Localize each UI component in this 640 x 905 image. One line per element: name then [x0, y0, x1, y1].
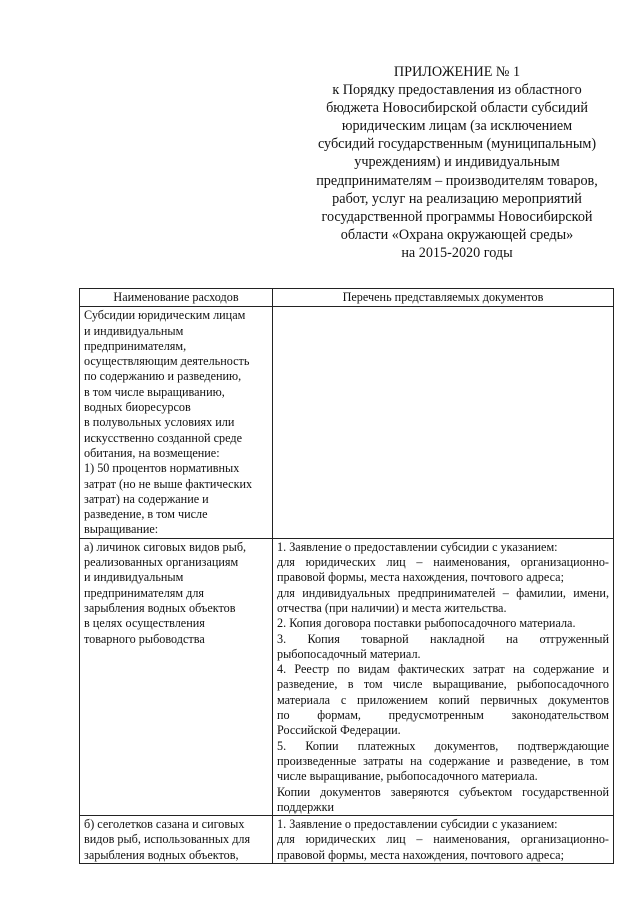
- cell-line: материала с приложением копий первичных документов: [277, 692, 609, 707]
- cell-line: в полувольных условиях или: [84, 415, 235, 430]
- cell-line: водных биоресурсов: [84, 400, 191, 415]
- cell-line: б) сеголетков сазана и сиговых: [84, 817, 245, 832]
- header-line: юридическим лицам (за исключением: [341, 118, 573, 135]
- header-line: субсидий государственным (муниципальным): [317, 136, 597, 153]
- cell-line: 1. Заявление о предоставлении субсидии с указанием:: [277, 817, 558, 832]
- cell-line: поддержки: [277, 799, 335, 814]
- cell-line: 1. Заявление о предоставлении субсидии с указанием:: [277, 539, 558, 554]
- column-header-expenses: Наименование расходов: [80, 289, 273, 307]
- cell-line: в целях осуществления: [84, 616, 205, 631]
- cell-line: реализованных организациям: [84, 555, 239, 570]
- cell-line: разведение, в том числе выращивание, рыбопосадочного: [277, 677, 609, 692]
- cell-line: произведенные затраты на содержание и разведение, в том: [277, 753, 609, 768]
- cell-line: для индивидуальных предпринимателей – фамилии, имени,: [277, 585, 609, 600]
- expense-cell: [80, 307, 273, 538]
- expense-cell: [80, 816, 273, 864]
- header-line: бюджета Новосибирской области субсидий: [326, 100, 588, 117]
- cell-line: а) личинок сиговых видов рыб,: [84, 539, 247, 554]
- header-line: к Порядку предоставления из областного: [332, 82, 582, 99]
- appendix-title: ПРИЛОЖЕНИЕ № 1: [393, 64, 521, 80]
- cell-line: правовой формы, места нахождения, почтового адреса;: [277, 847, 564, 862]
- documents-cell: [273, 816, 614, 864]
- cell-line: 4. Реестр по видам фактических затрат на содержание и: [277, 662, 609, 677]
- cell-line: затрат (но не выше фактических: [84, 476, 253, 491]
- cell-line: зарыбления водных объектов: [84, 600, 236, 615]
- documents-table: [79, 288, 614, 864]
- documents-cell: [273, 538, 614, 815]
- cell-line: видов рыб, использованных для: [84, 832, 251, 847]
- cell-line: Копии документов заверяются субъектом государственной: [277, 784, 609, 799]
- cell-line: зарыбления водных объектов,: [84, 847, 239, 862]
- cell-line: в том числе выращиванию,: [84, 384, 225, 399]
- documents-cell-empty: [273, 307, 614, 538]
- header-line: области «Охрана окружающей среды»: [340, 226, 574, 243]
- appendix-header: [297, 63, 617, 262]
- column-header-documents: Перечень представляемых документов: [273, 289, 614, 307]
- cell-line: по содержанию и разведению,: [84, 369, 242, 384]
- table-row: [80, 538, 614, 815]
- cell-line: предпринимателям,: [84, 338, 187, 353]
- cell-line: и индивидуальным: [84, 570, 184, 585]
- header-line: работ, услуг на реализацию мероприятий: [332, 190, 582, 207]
- cell-line: и индивидуальным: [84, 323, 184, 338]
- cell-line: предпринимателям для: [84, 585, 205, 600]
- expense-cell: [80, 538, 273, 815]
- header-line: учреждениям) и индивидуальным: [354, 154, 560, 171]
- cell-line: по формам, предусмотренным законодательством: [277, 708, 609, 723]
- cell-line: обитания, на возмещение:: [84, 445, 220, 460]
- header-line: на 2015-2020 годы: [401, 244, 513, 261]
- table-header-row: [80, 289, 614, 307]
- cell-line: рыбопосадочный материал.: [277, 646, 421, 661]
- cell-line: для юридических лиц – наименования, организационно-: [277, 555, 609, 570]
- header-line: государственной программы Новосибирской: [321, 208, 593, 225]
- cell-line: 1) 50 процентов нормативных: [84, 461, 240, 476]
- cell-line: Российской Федерации.: [277, 723, 401, 738]
- cell-line: искусственно созданной среде: [84, 430, 242, 445]
- table-row: [80, 816, 614, 864]
- cell-line: 5. Копии платежных документов, подтверждающие: [277, 738, 609, 753]
- table-row: [80, 307, 614, 538]
- cell-line: 2. Копия договора поставки рыбопосадочного материала.: [277, 616, 576, 631]
- cell-line: 3. Копия товарной накладной на отгруженный: [277, 631, 609, 646]
- cell-line: осуществляющим деятельность: [84, 354, 250, 369]
- cell-line: выращивание:: [84, 522, 159, 537]
- cell-line: правовой формы, места нахождения, почтового адреса;: [277, 570, 564, 585]
- cell-line: затрат) на содержание и: [84, 491, 209, 506]
- cell-line: Субсидии юридическим лицам: [84, 308, 246, 323]
- cell-line: разведение, в том числе: [84, 507, 208, 522]
- header-line: предпринимателям – производителям товаров,: [316, 172, 598, 189]
- cell-line: товарного рыбоводства: [84, 631, 205, 646]
- cell-line: отчества (при наличии) и места жительства.: [277, 600, 507, 615]
- cell-line: числе выращивание, рыбопосадочного материала.: [277, 769, 538, 784]
- cell-line: для юридических лиц – наименования, организационно-: [277, 832, 609, 847]
